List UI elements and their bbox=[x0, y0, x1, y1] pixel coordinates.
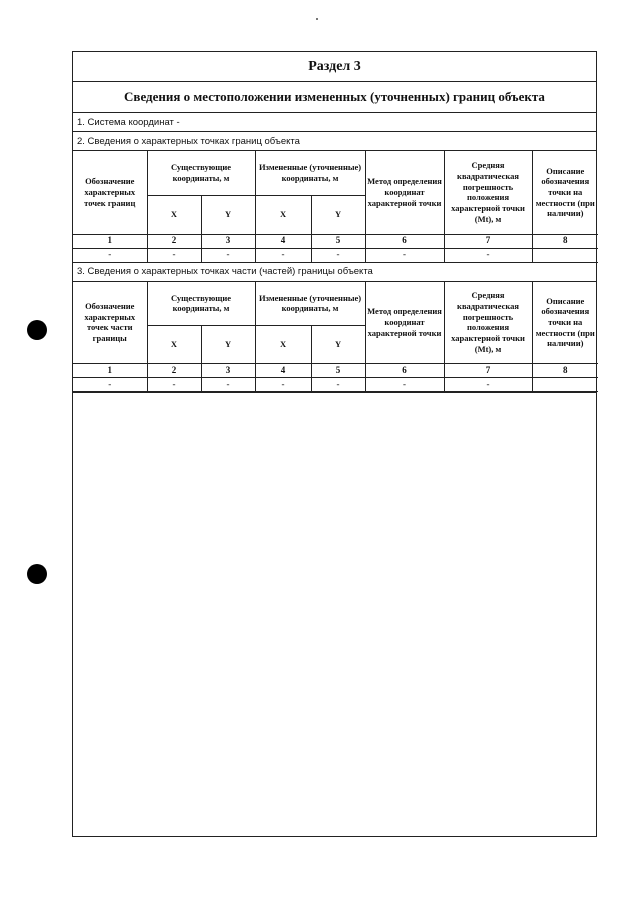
header-description: Описание обозначения точки на местности (при наличии) bbox=[532, 282, 598, 364]
column-number: 8 bbox=[532, 234, 598, 248]
table-cell: - bbox=[311, 378, 365, 392]
table-cell: - bbox=[365, 378, 444, 392]
part2-heading: 2. Сведения о характерных точках границ объекта bbox=[73, 132, 596, 151]
column-number: 1 bbox=[73, 364, 147, 378]
section-heading: Раздел 3 bbox=[73, 52, 596, 82]
header-error: Средняя квадратическая погрешность положения характерной точки (Mt), м bbox=[444, 282, 532, 364]
table-cell: - bbox=[311, 248, 365, 262]
column-number: 6 bbox=[365, 364, 444, 378]
header-y: Y bbox=[311, 326, 365, 364]
header-designation: Обозначение характерных точек границ bbox=[73, 151, 147, 234]
header-x: X bbox=[255, 326, 311, 364]
header-x: X bbox=[147, 195, 201, 234]
table-cell: - bbox=[73, 248, 147, 262]
column-number: 3 bbox=[201, 364, 255, 378]
table-cell: - bbox=[444, 378, 532, 392]
column-number: 7 bbox=[444, 234, 532, 248]
header-y: Y bbox=[201, 326, 255, 364]
part2-table bbox=[73, 151, 598, 263]
column-number: 1 bbox=[73, 234, 147, 248]
header-changed: Измененные (уточненные) координаты, м bbox=[255, 282, 365, 326]
part3-table bbox=[73, 282, 598, 393]
column-numbers-row bbox=[73, 364, 598, 378]
part3-heading: 3. Сведения о характерных точках части (частей) границы объекта bbox=[73, 263, 596, 282]
column-number: 2 bbox=[147, 234, 201, 248]
header-changed: Измененные (уточненные) координаты, м bbox=[255, 151, 365, 195]
table-cell: - bbox=[255, 378, 311, 392]
column-number: 2 bbox=[147, 364, 201, 378]
table-cell: - bbox=[147, 248, 201, 262]
column-number: 5 bbox=[311, 234, 365, 248]
column-number: 6 bbox=[365, 234, 444, 248]
column-number: 3 bbox=[201, 234, 255, 248]
column-number: 7 bbox=[444, 364, 532, 378]
table-row bbox=[73, 248, 598, 262]
form-frame bbox=[72, 51, 597, 837]
column-number: 5 bbox=[311, 364, 365, 378]
header-y: Y bbox=[311, 195, 365, 234]
empty-area bbox=[73, 392, 596, 393]
header-method: Метод определения координат характерной точки bbox=[365, 151, 444, 234]
table-cell: - bbox=[201, 378, 255, 392]
section-title: Сведения о местоположении измененных (уточненных) границ объекта bbox=[73, 82, 596, 113]
punch-hole bbox=[27, 564, 47, 584]
header-error: Средняя квадратическая погрешность положения характерной точки (Mt), м bbox=[444, 151, 532, 234]
header-existing: Существующие координаты, м bbox=[147, 151, 255, 195]
table-cell: - bbox=[255, 248, 311, 262]
table-cell bbox=[532, 248, 598, 262]
column-number: 8 bbox=[532, 364, 598, 378]
header-y: Y bbox=[201, 195, 255, 234]
table-cell: - bbox=[444, 248, 532, 262]
header-description: Описание обозначения точки на местности (при наличии) bbox=[532, 151, 598, 234]
column-number: 4 bbox=[255, 364, 311, 378]
table-cell: - bbox=[365, 248, 444, 262]
header-x: X bbox=[147, 326, 201, 364]
table-cell: - bbox=[201, 248, 255, 262]
header-x: X bbox=[255, 195, 311, 234]
header-designation: Обозначение характерных точек части границы bbox=[73, 282, 147, 364]
table-cell: - bbox=[147, 378, 201, 392]
header-existing: Существующие координаты, м bbox=[147, 282, 255, 326]
punch-hole bbox=[27, 320, 47, 340]
column-numbers-row bbox=[73, 234, 598, 248]
table-row bbox=[73, 378, 598, 392]
column-number: 4 bbox=[255, 234, 311, 248]
scan-speck bbox=[316, 18, 318, 20]
coordinate-system: 1. Система координат - bbox=[73, 113, 596, 132]
header-method: Метод определения координат характерной точки bbox=[365, 282, 444, 364]
table-cell: - bbox=[73, 378, 147, 392]
table-cell bbox=[532, 378, 598, 392]
